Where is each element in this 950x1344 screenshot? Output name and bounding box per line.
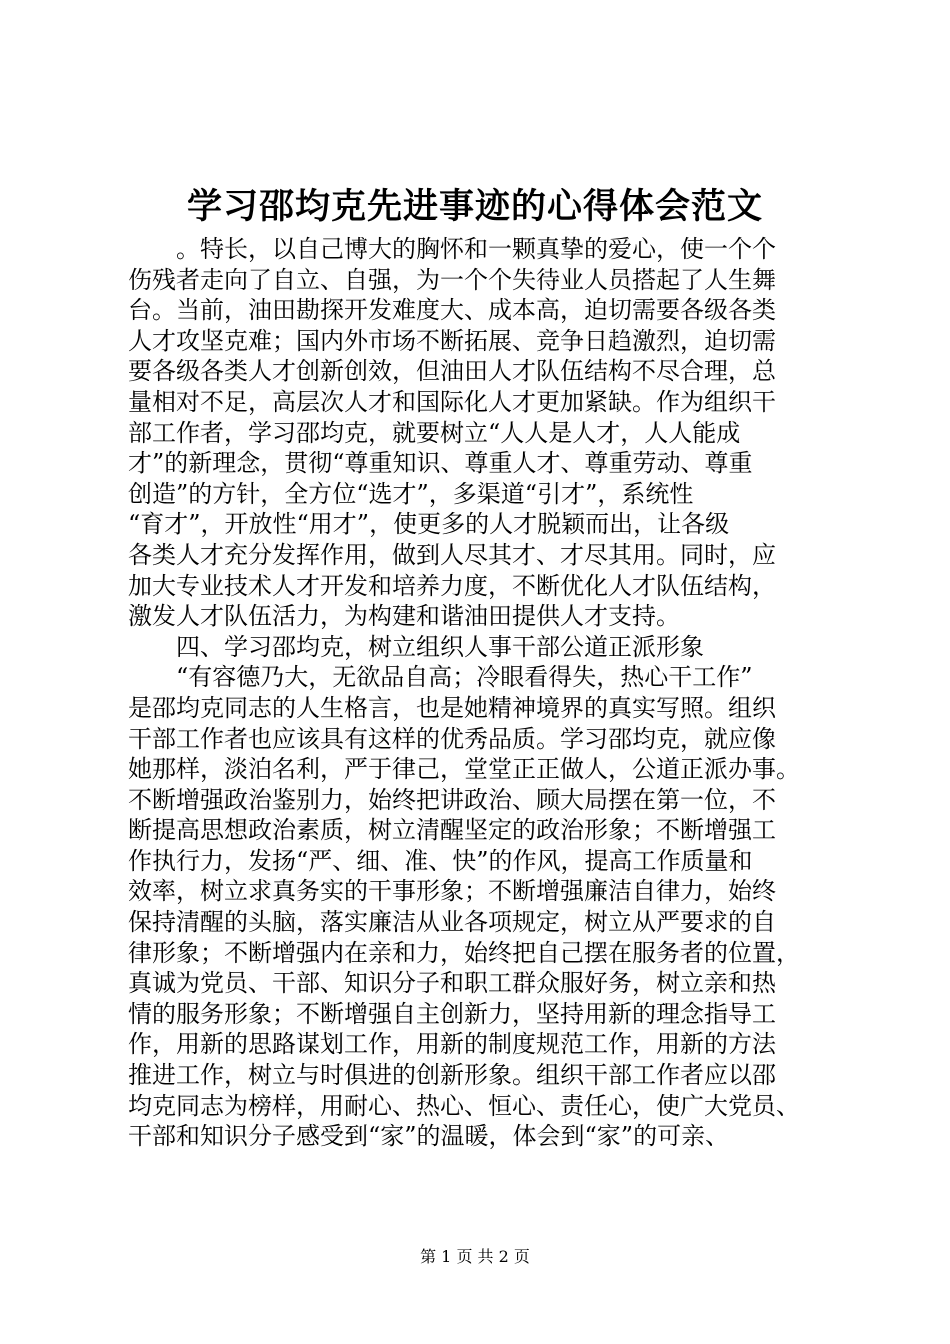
body-line: 加大专业技术人才开发和培养力度，不断优化人才队伍结构， — [128, 571, 776, 600]
body-line: 伤残者走向了自立、自强，为一个个失待业人员搭起了人生舞 — [128, 265, 776, 294]
body-line: 台。当前，油田勘探开发难度大、成本高，迫切需要各级各类 — [128, 296, 776, 325]
body-line: 。特长，以自己博大的胸怀和一颗真挚的爱心，使一个个 — [128, 235, 776, 263]
document-title: 学习邵均克先进事迹的心得体会范文 — [186, 186, 763, 227]
body-line: 不断增强政治鉴别力，始终把讲政治、顾大局摆在第一位，不 — [128, 785, 776, 814]
body-line: 干部工作者也应该具有这样的优秀品质。学习邵均克，就应像 — [128, 724, 776, 753]
document-body — [128, 234, 830, 1152]
page-footer: 第 1 页 共 2 页 — [420, 1247, 530, 1266]
body-line: 量相对不足，高层次人才和国际化人才更加紧缺。作为组织干 — [128, 387, 776, 416]
body-line: 律形象；不断增强内在亲和力，始终把自己摆在服务者的位置， — [128, 938, 800, 967]
body-line: 作执行力，发扬“严、细、准、快”的作风，提高工作质量和 — [128, 846, 753, 875]
body-line: 部工作者，学习邵均克，就要树立“人人是人才，人人能成 — [128, 418, 741, 447]
body-line: “有容德乃大，无欲品自高；冷眼看得失，热心干工作” — [128, 663, 753, 692]
body-line: 创造”的方针，全方位“选才”，多渠道“引才”，系统性 — [128, 479, 694, 508]
body-line: 推进工作，树立与时俱进的创新形象。组织干部工作者应以邵 — [128, 1061, 776, 1090]
body-line: 四、学习邵均克，树立组织人事干部公道正派形象 — [128, 632, 704, 661]
body-line: 人才攻坚克难；国内外市场不断拓展、竞争日趋激烈，迫切需 — [128, 326, 776, 355]
body-line: 她那样，淡泊名利，严于律己，堂堂正正做人，公道正派办事。 — [128, 755, 800, 784]
body-line: 断提高思想政治素质，树立清醒坚定的政治形象；不断增强工 — [128, 816, 776, 845]
body-line: 真诚为党员、干部、知识分子和职工群众服好务，树立亲和热 — [128, 969, 776, 998]
body-line: 情的服务形象；不断增强自主创新力，坚持用新的理念指导工 — [128, 999, 776, 1028]
body-line: 要各级各类人才创新创效，但油田人才队伍结构不尽合理，总 — [128, 357, 776, 386]
body-line: 各类人才充分发挥作用，做到人尽其才、才尽其用。同时，应 — [128, 540, 776, 569]
body-line: 保持清醒的头脑，落实廉洁从业各项规定，树立从严要求的自 — [128, 908, 776, 937]
body-line: 作，用新的思路谋划工作，用新的制度规范工作，用新的方法 — [128, 1030, 776, 1059]
body-line: 均克同志为榜样，用耐心、热心、恒心、责任心，使广大党员、 — [128, 1091, 800, 1120]
body-line: 激发人才队伍活力，为构建和谐油田提供人才支持。 — [128, 602, 680, 631]
body-line: 是邵均克同志的人生格言，也是她精神境界的真实写照。组织 — [128, 693, 776, 722]
body-line: “育才”，开放性“用才”，使更多的人才脱颖而出，让各级 — [128, 510, 730, 539]
body-line: 效率，树立求真务实的干事形象；不断增强廉洁自律力，始终 — [128, 877, 776, 906]
body-line: 干部和知识分子感受到“家”的温暖，体会到“家”的可亲、 — [128, 1122, 730, 1151]
body-line: 才”的新理念，贯彻“尊重知识、尊重人才、尊重劳动、尊重 — [128, 449, 753, 478]
